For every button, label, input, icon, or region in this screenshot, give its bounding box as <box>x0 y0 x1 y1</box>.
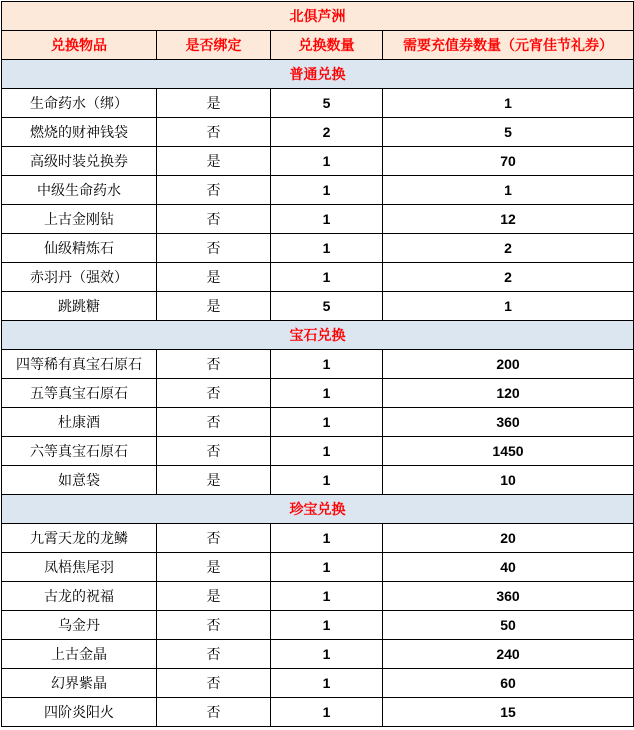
table-row <box>2 89 634 118</box>
item-name-cell: 古龙的祝福 <box>2 582 157 611</box>
item-name-cell: 仙级精炼石 <box>2 234 157 263</box>
bound-cell: 否 <box>157 408 271 437</box>
item-name-cell: 高级时装兑换券 <box>2 147 157 176</box>
item-name-cell: 凤梧焦尾羽 <box>2 553 157 582</box>
item-name-cell: 四阶炎阳火 <box>2 698 157 727</box>
bound-cell: 是 <box>157 292 271 321</box>
item-name-cell: 如意袋 <box>2 466 157 495</box>
quantity-cell: 1 <box>271 553 383 582</box>
table-row <box>2 524 634 553</box>
section-row <box>2 60 634 89</box>
cost-cell: 15 <box>383 698 634 727</box>
item-name-cell: 乌金丹 <box>2 611 157 640</box>
item-name-cell: 杜康酒 <box>2 408 157 437</box>
cost-cell: 1450 <box>383 437 634 466</box>
bound-cell: 否 <box>157 350 271 379</box>
bound-cell: 否 <box>157 640 271 669</box>
exchange-table <box>1 1 634 727</box>
quantity-cell: 1 <box>271 176 383 205</box>
item-name-cell: 生命药水（绑） <box>2 89 157 118</box>
table-row <box>2 408 634 437</box>
bound-cell: 否 <box>157 379 271 408</box>
bound-cell: 否 <box>157 118 271 147</box>
bound-cell: 是 <box>157 553 271 582</box>
item-name-cell: 中级生命药水 <box>2 176 157 205</box>
table-row <box>2 118 634 147</box>
item-name-cell: 六等真宝石原石 <box>2 437 157 466</box>
quantity-cell: 1 <box>271 350 383 379</box>
table-row <box>2 553 634 582</box>
item-name-cell: 四等稀有真宝石原石 <box>2 350 157 379</box>
bound-cell: 是 <box>157 263 271 292</box>
section-title: 普通兑换 <box>2 60 634 89</box>
item-name-cell: 赤羽丹（强效） <box>2 263 157 292</box>
table-row <box>2 234 634 263</box>
bound-cell: 是 <box>157 147 271 176</box>
cost-cell: 40 <box>383 553 634 582</box>
quantity-cell: 5 <box>271 292 383 321</box>
cost-cell: 200 <box>383 350 634 379</box>
section-title: 珍宝兑换 <box>2 495 634 524</box>
title-row <box>2 2 634 31</box>
table-row <box>2 640 634 669</box>
table-row <box>2 205 634 234</box>
bound-cell: 是 <box>157 466 271 495</box>
table-row <box>2 582 634 611</box>
section-row <box>2 495 634 524</box>
exchange-table-body <box>2 2 634 727</box>
bound-cell: 否 <box>157 176 271 205</box>
item-name-cell: 跳跳糖 <box>2 292 157 321</box>
table-row <box>2 611 634 640</box>
cost-cell: 240 <box>383 640 634 669</box>
cost-cell: 360 <box>383 408 634 437</box>
bound-cell: 否 <box>157 698 271 727</box>
quantity-cell: 1 <box>271 379 383 408</box>
table-row <box>2 147 634 176</box>
cost-cell: 60 <box>383 669 634 698</box>
quantity-cell: 1 <box>271 263 383 292</box>
quantity-cell: 1 <box>271 408 383 437</box>
bound-cell: 否 <box>157 524 271 553</box>
quantity-cell: 5 <box>271 89 383 118</box>
table-title: 北俱芦洲 <box>2 2 634 31</box>
quantity-cell: 1 <box>271 611 383 640</box>
item-name-cell: 上古金刚钻 <box>2 205 157 234</box>
cost-cell: 10 <box>383 466 634 495</box>
bound-cell: 否 <box>157 205 271 234</box>
section-title: 宝石兑换 <box>2 321 634 350</box>
bound-cell: 是 <box>157 582 271 611</box>
quantity-cell: 1 <box>271 147 383 176</box>
item-name-cell: 五等真宝石原石 <box>2 379 157 408</box>
quantity-cell: 1 <box>271 205 383 234</box>
bound-cell: 否 <box>157 234 271 263</box>
item-name-cell: 九霄天龙的龙鳞 <box>2 524 157 553</box>
table-row <box>2 379 634 408</box>
cost-cell: 50 <box>383 611 634 640</box>
quantity-cell: 1 <box>271 582 383 611</box>
item-name-cell: 幻界紫晶 <box>2 669 157 698</box>
cost-cell: 12 <box>383 205 634 234</box>
bound-cell: 否 <box>157 611 271 640</box>
table-row <box>2 466 634 495</box>
bound-cell: 否 <box>157 437 271 466</box>
cost-cell: 120 <box>383 379 634 408</box>
cost-cell: 70 <box>383 147 634 176</box>
cost-cell: 1 <box>383 89 634 118</box>
quantity-cell: 1 <box>271 669 383 698</box>
quantity-cell: 1 <box>271 234 383 263</box>
cost-cell: 1 <box>383 292 634 321</box>
quantity-cell: 1 <box>271 524 383 553</box>
header-cost: 需要充值券数量（元宵佳节礼券） <box>383 31 634 60</box>
header-item: 兑换物品 <box>2 31 157 60</box>
table-row <box>2 350 634 379</box>
cost-cell: 20 <box>383 524 634 553</box>
cost-cell: 1 <box>383 176 634 205</box>
quantity-cell: 2 <box>271 118 383 147</box>
cost-cell: 5 <box>383 118 634 147</box>
header-bound: 是否绑定 <box>157 31 271 60</box>
table-row <box>2 669 634 698</box>
quantity-cell: 1 <box>271 698 383 727</box>
quantity-cell: 1 <box>271 640 383 669</box>
table-row <box>2 263 634 292</box>
item-name-cell: 燃烧的财神钱袋 <box>2 118 157 147</box>
quantity-cell: 1 <box>271 437 383 466</box>
cost-cell: 360 <box>383 582 634 611</box>
cost-cell: 2 <box>383 234 634 263</box>
table-row <box>2 292 634 321</box>
table-row <box>2 176 634 205</box>
header-row <box>2 31 634 60</box>
bound-cell: 否 <box>157 669 271 698</box>
bound-cell: 是 <box>157 89 271 118</box>
table-row <box>2 698 634 727</box>
item-name-cell: 上古金晶 <box>2 640 157 669</box>
header-quantity: 兑换数量 <box>271 31 383 60</box>
section-row <box>2 321 634 350</box>
cost-cell: 2 <box>383 263 634 292</box>
quantity-cell: 1 <box>271 466 383 495</box>
table-row <box>2 437 634 466</box>
